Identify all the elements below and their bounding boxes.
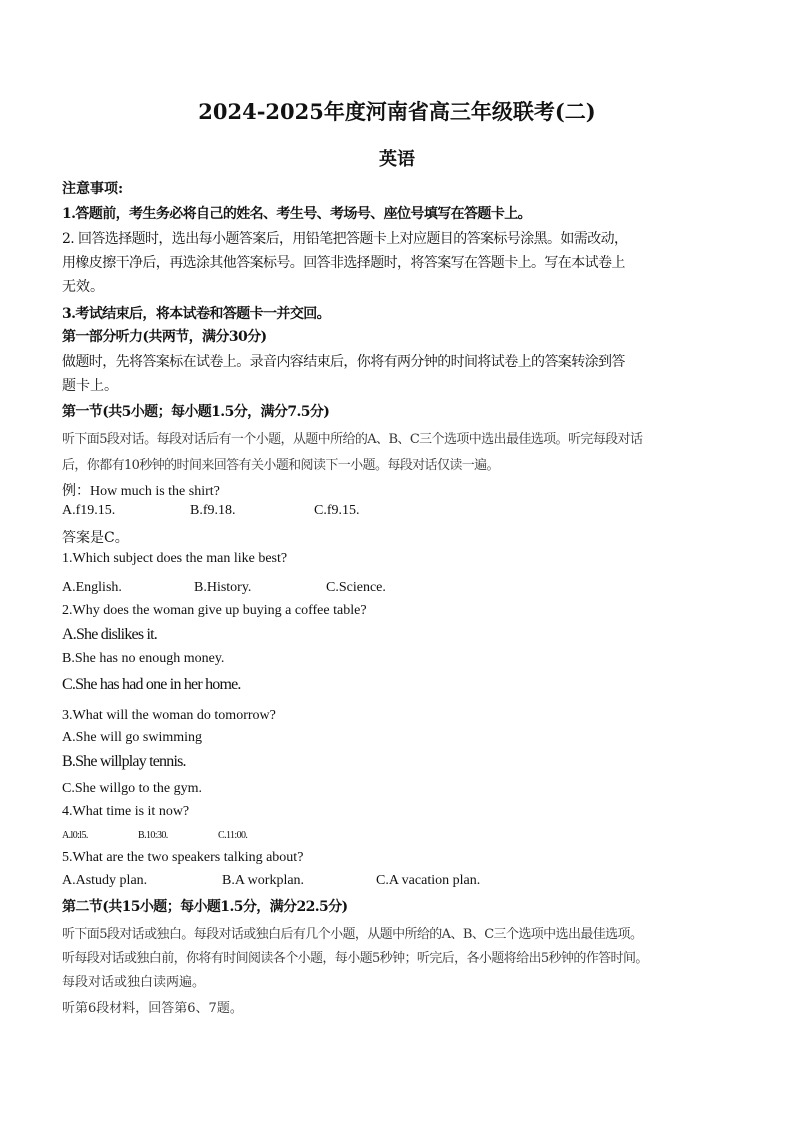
section2-instruction: 每段对话或独白读两遍。 bbox=[62, 975, 206, 990]
q2-option-c: C.She has had one in her home. bbox=[62, 676, 241, 693]
section2-heading: 第二节(共15小题；每小题1.5分，满分22.5分) bbox=[62, 899, 348, 915]
question-3: 3.What will the woman do tomorrow? bbox=[62, 708, 276, 723]
notice-item: 1.答题前，考生务必将自己的姓名、考生号、考场号、座位号填写在答题卡上。 bbox=[62, 206, 532, 222]
q1-option-b: B.History. bbox=[194, 580, 252, 595]
material-6-instruction: 听第6段材料，回答第6、7题。 bbox=[62, 1001, 243, 1016]
section2-instruction: 听下面5段对话或独白。每段对话或独白后有几个小题，从题中所给的A、B、C三个选项中选出最佳选项。 bbox=[62, 927, 643, 942]
q3-option-c: C.She willgo to the gym. bbox=[62, 781, 202, 796]
q3-option-a: A.She will go swimming bbox=[62, 730, 203, 745]
exam-title: 2024-2025年度河南省高三年级联考(二) bbox=[198, 99, 596, 124]
q2-option-a: A.She dislikes it. bbox=[62, 626, 157, 643]
notice-item: 无效。 bbox=[62, 279, 104, 295]
section2-instruction: 听每段对话或独白前，你将有时间阅读各个小题，每小题5秒钟；听完后，各小题将给出5秒钟的作答时间。 bbox=[62, 951, 648, 966]
q5-option-c: C.A vacation plan. bbox=[376, 873, 481, 888]
notice-item: 3.考试结束后，将本试卷和答题卡一并交回。 bbox=[62, 306, 331, 322]
notice-item: 用橡皮擦干净后，再选涂其他答案标号。回答非选择题时，将答案写在答题卡上。写在本试卷上 bbox=[62, 255, 625, 271]
subject-title: 英语 bbox=[379, 149, 415, 170]
example-option-b: B.f9.18. bbox=[190, 503, 236, 518]
question-4: 4.What time is it now? bbox=[62, 804, 190, 819]
q2-option-b: B.She has no enough money. bbox=[62, 651, 225, 666]
question-1: 1.Which subject does the man like best? bbox=[62, 551, 288, 566]
example-option-a: A.f19.15. bbox=[62, 503, 116, 518]
q1-option-a: A.English. bbox=[62, 580, 122, 595]
q5-option-a: A.Astudy plan. bbox=[62, 873, 148, 888]
notice-heading: 注意事项: bbox=[62, 181, 124, 197]
q1-option-c: C.Science. bbox=[326, 580, 386, 595]
question-2: 2.Why does the woman give up buying a coffee table? bbox=[62, 603, 367, 618]
section1-instruction: 听下面5段对话。每段对话后有一个小题，从题中所给的A、B、C三个选项中选出最佳选项。听完每段对话 bbox=[62, 432, 643, 447]
q5-option-b: B.A workplan. bbox=[222, 873, 305, 888]
example-option-c: C.f9.15. bbox=[314, 503, 360, 518]
part1-instruction: 做题时，先将答案标在试卷上。录音内容结束后，你将有两分钟的时间将试卷上的答案转涂到答 bbox=[62, 354, 625, 370]
part1-heading: 第一部分听力(共两节，满分30分) bbox=[62, 329, 267, 345]
question-5: 5.What are the two speakers talking about? bbox=[62, 850, 304, 865]
q4-option-b: B.10:30. bbox=[138, 830, 168, 841]
part1-instruction: 题卡上。 bbox=[62, 378, 118, 394]
example-answer: 答案是C。 bbox=[62, 530, 129, 546]
notice-item: 2. 回答选择题时，选出每小题答案后，用铅笔把答题卡上对应题目的答案标号涂黑。如需改动， bbox=[62, 231, 628, 247]
section1-instruction: 后，你都有10秒钟的时间来回答有关小题和阅读下一小题。每段对话仅读一遍。 bbox=[62, 458, 499, 473]
q4-option-c: C.11:00. bbox=[218, 830, 248, 841]
q4-option-a: A.l0:l5. bbox=[62, 830, 88, 841]
section1-heading: 第一节(共5小题；每小题1.5分，满分7.5分) bbox=[62, 404, 330, 420]
example-question: 例：How much is the shirt? bbox=[62, 484, 220, 499]
q3-option-b: B.She willplay tennis. bbox=[62, 753, 186, 770]
